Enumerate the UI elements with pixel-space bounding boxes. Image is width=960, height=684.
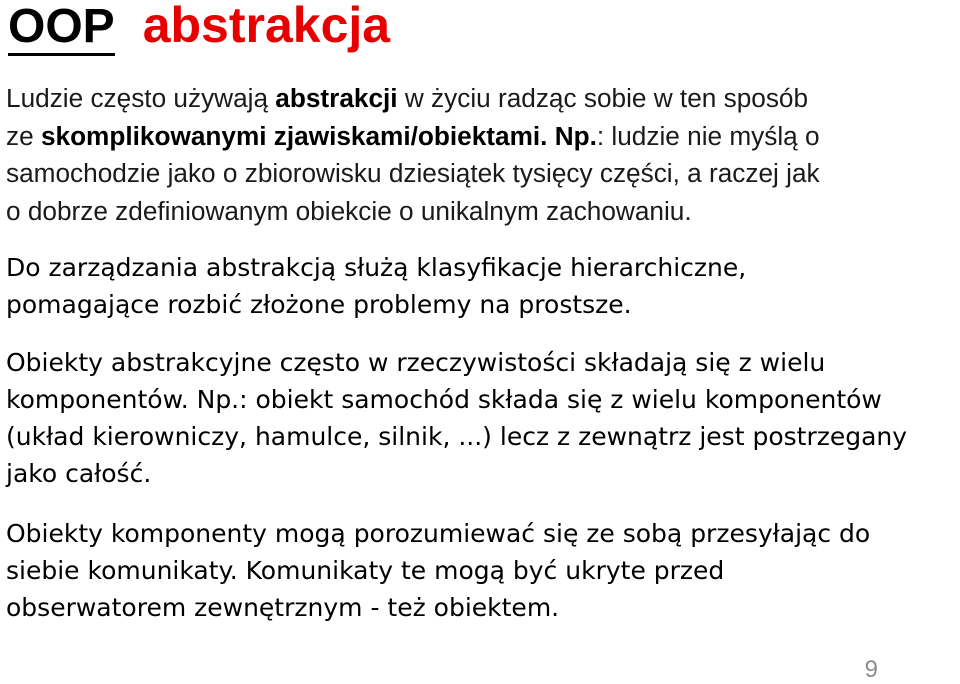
slide-title [8,0,390,60]
paragraph-components-line-4: jako całość. [6,459,152,488]
text-run: : ludzie nie myślą o [596,120,820,151]
text-run: ze [6,120,41,151]
paragraph-intro-line-1 [6,80,958,118]
paragraph-hierarchy [6,249,958,323]
text-run: w życiu radząc sobie w ten sposób [397,83,809,113]
paragraph-components-line-1: Obiekty abstrakcyjne często w rzeczywistości składają się z wielu [6,348,826,377]
bold-term-abstrakcji: abstrakcji [275,83,398,113]
paragraph-messages [6,515,958,626]
paragraph-hierarchy-line-1: Do zarządzania abstrakcją służą klasyfikacje hierarchiczne, [6,253,747,282]
paragraph-intro-line-2 [6,118,958,156]
paragraph-components-line-2: komponentów. Np.: obiekt samochód składa się z wielu komponentów [6,385,882,414]
paragraph-components-line-3: (układ kierowniczy, hamulce, silnik, ...) lecz z zewnątrz jest postrzegany [6,422,908,451]
paragraph-intro [6,80,958,230]
paragraph-messages-line-3: obserwatorem zewnętrznym - też obiektem. [6,593,560,622]
title-oop: OOP [8,0,115,56]
paragraph-components [6,344,958,492]
paragraph-messages-line-1: Obiekty komponenty mogą porozumiewać się ze sobą przesyłając do [6,519,871,548]
paragraph-intro-line-4: o dobrze zdefiniowanym obiekcie o unikalnym zachowaniu. [6,195,692,226]
title-abstrakcja: abstrakcja [142,0,391,53]
text-run: Ludzie często używają [6,83,276,113]
paragraph-hierarchy-line-2: pomagające rozbić złożone problemy na prostsze. [6,290,632,319]
page-number: 9 [864,656,878,683]
paragraph-messages-line-2: siebie komunikaty. Komunikaty te mogą być ukryte przed [6,556,725,585]
paragraph-intro-line-3: samochodzie jako o zbiorowisku dziesiątek tysięcy części, a raczej jak [6,158,820,189]
bold-term-skomplikowanymi: skomplikowanymi zjawiskami/obiektami. Np. [40,120,597,151]
